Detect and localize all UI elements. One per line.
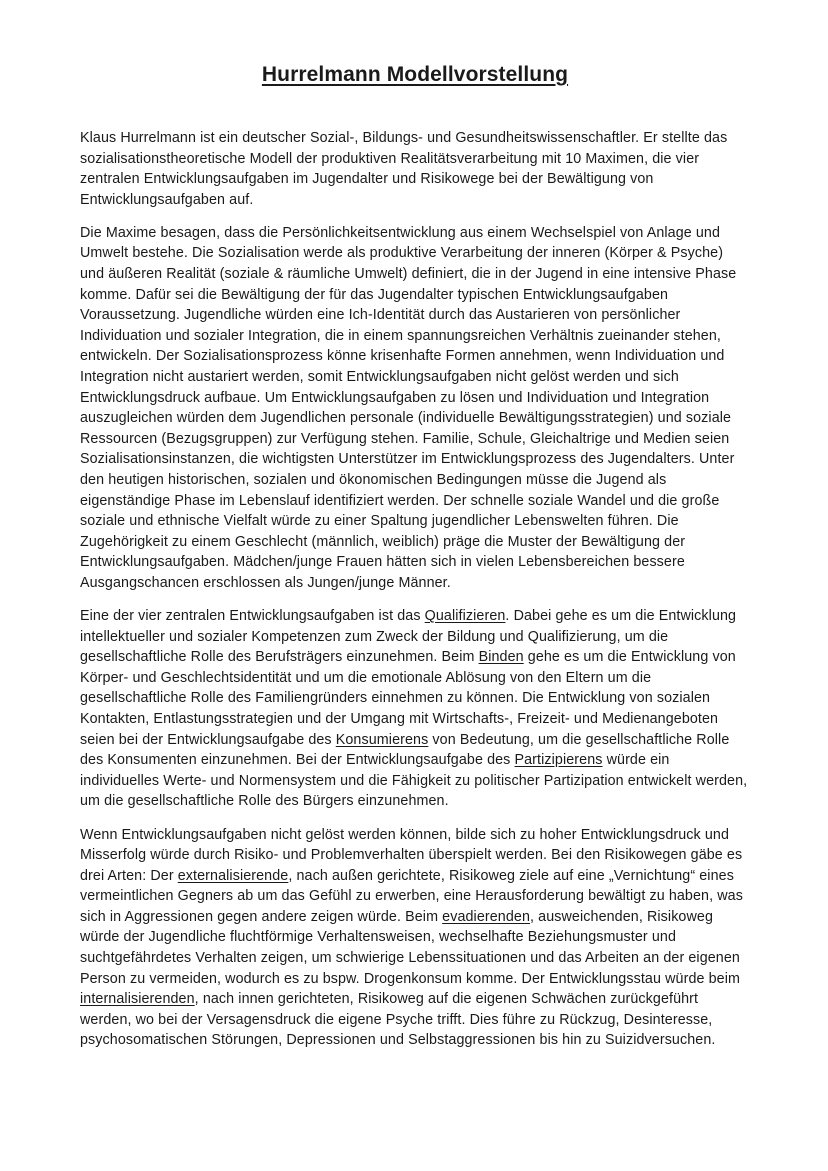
paragraph-text: Eine der vier zentralen Entwicklungsaufgaben ist das bbox=[80, 608, 425, 625]
term-binden: Binden bbox=[478, 649, 524, 666]
paragraph-intro bbox=[80, 128, 750, 210]
paragraph-entwicklungsaufgaben bbox=[80, 606, 750, 812]
paragraph-text: Wenn Entwicklungsaufgaben nicht gelöst werden können, bilde sich zu hoher Entwicklungsdruck und Misserfolg würde durch Risiko- und Problemverhalten überspielt werden. Bei den Risikowegen gäbe es drei Arten: Der bbox=[80, 826, 743, 884]
paragraph-maximen bbox=[80, 223, 750, 594]
term-internalisierenden: internalisierenden bbox=[80, 991, 195, 1008]
term-qualifizieren: Qualifizieren bbox=[424, 608, 506, 625]
paragraph-text: Die Maxime besagen, dass die Persönlichkeitsentwicklung aus einem Wechselspiel von Anlage und Umwelt bestehe. Die Sozialisation werde als produktive Verarbeitung der inneren (Körper & Psyche) und äußeren Realität (soziale & räumliche Umwelt) definiert, die in der Jugend in eine intensive Phase komme. Dafür sei die Bewältigung der für das Jugendalter typischen Entwicklungsaufgaben Voraussetzung. Jugendliche würden eine Ich-Identität durch das Austarieren von persönlicher Individuation und sozialer Integration, die in einem spannungsreichen Verhältnis zueinander stehen, entwickeln. Der Sozialisationsprozess könne krisenhafte Formen annehmen, wenn Individuation und Integration nicht austariert werden, somit Entwicklungsaufgaben nicht gelöst werden und sich Entwicklungsdruck aufbaue. Um Entwicklungsaufgaben zu lösen und Individuation und Integration auszugleichen würden dem Jugendlichen personale (individuelle Bewältigungsstrategien) und soziale Ressourcen (Bezugsgruppen) zur Verfügung stehen. Familie, Schule, Gleichaltrige und Medien seien Sozialisationsinstanzen, die wichtigsten Unterstützer im Entwicklungsprozess des Jugendalters. Unter den heutigen historischen, sozialen und ökonomischen Bedingungen müsse die Jugend als eigenständige Phase im Lebenslauf identifiziert werden. Der schnelle soziale Wandel und die große soziale und ethnische Vielfalt würde zu einer Spaltung jugendlicher Lebenswelten führen. Die Zugehörigkeit zu einem Geschlecht (männlich, weiblich) präge die Muster der Bewältigung der Entwicklungsaufgaben. Mädchen/junge Frauen hätten sich in vielen Lebensbereichen bessere Ausgangschancen erschlossen als Jungen/junge Männer. bbox=[80, 224, 737, 591]
paragraph-risikowege bbox=[80, 825, 750, 1052]
paragraph-text: Klaus Hurrelmann ist ein deutscher Sozial-, Bildungs- und Gesundheitswissenschaftler. Er stellte das sozialisationstheoretische Modell der produktiven Realitätsverarbeitung mit 10 Maximen, die vier zentralen Entwicklungsaufgaben im Jugendalter und Risikowege bei der Bewältigung von Entwicklungsaufgaben auf. bbox=[80, 130, 728, 208]
term-evadierenden: evadierenden bbox=[442, 908, 531, 925]
paragraph-text: , nach außen gerichtete, Risikoweg ziele auf eine „Vernichtung“ eines vermeintlichen Gegners ab um das Gefühl zu erwerben, eine Herausforderung bewältigt zu haben, was sich in Aggressionen gegen andere zeigen würde. Beim bbox=[80, 867, 743, 925]
paragraph-text: würde ein individuelles Werte- und Normensystem und die Fähigkeit zu politischer Partizipation entwickelt werden, um die gesellschaftliche Rolle des Bürgers einzunehmen. bbox=[80, 752, 748, 810]
paragraph-text: , ausweichenden, Risikoweg würde der Jugendliche fluchtförmige Verhaltensweisen, wechselhafte Beziehungsmuster und suchtgefährdetes Verhalten zeigen, um schwierige Lebenssituationen und das Arbeiten an der eigenen Person zu vermeiden, wodurch es zu bspw. Drogenkonsum komme. Der Entwicklungsstau würde beim bbox=[80, 908, 741, 987]
paragraph-text: von Bedeutung, um die gesellschaftliche Rolle des Konsumenten einzunehmen. Bei der Entwicklungsaufgabe des bbox=[80, 731, 730, 769]
term-partizipierens: Partizipierens bbox=[514, 752, 603, 769]
term-konsumierens: Konsumierens bbox=[335, 731, 429, 748]
paragraph-text: . Dabei gehe es um die Entwicklung intellektueller und sozialer Kompetenzen zum Zweck der Bildung und Qualifizierung, um die gesellschaftliche Rolle des Berufsträgers einzunehmen. Beim bbox=[80, 608, 737, 666]
document-title: Hurrelmann Modellvorstellung bbox=[261, 63, 569, 86]
paragraph-text: gehe es um die Entwicklung von Körper- und Geschlechtsidentität und um die emotionale Ablösung von den Eltern um die gesellschaftliche Rolle des Familiengründers einnehmen zu können. Die Entwicklung von sozialen Kontakten, Entlastungsstrategien und der Umgang mit Wirtschafts-, Freizeit- und Medienangeboten seien bei der Entwicklungsaufgabe des bbox=[80, 649, 736, 748]
paragraph-text: , nach innen gerichteten, Risikoweg auf die eigenen Schwächen zurückgeführt werden, wo bei der Versagensdruck die eigene Psyche trifft. Dies führe zu Rückzug, Desinteresse, psychosomatischen Störungen, Depressionen und Selbstaggressionen bis hin zu Suizidversuchen. bbox=[80, 991, 716, 1049]
term-externalisierende: externalisierende bbox=[177, 867, 289, 884]
